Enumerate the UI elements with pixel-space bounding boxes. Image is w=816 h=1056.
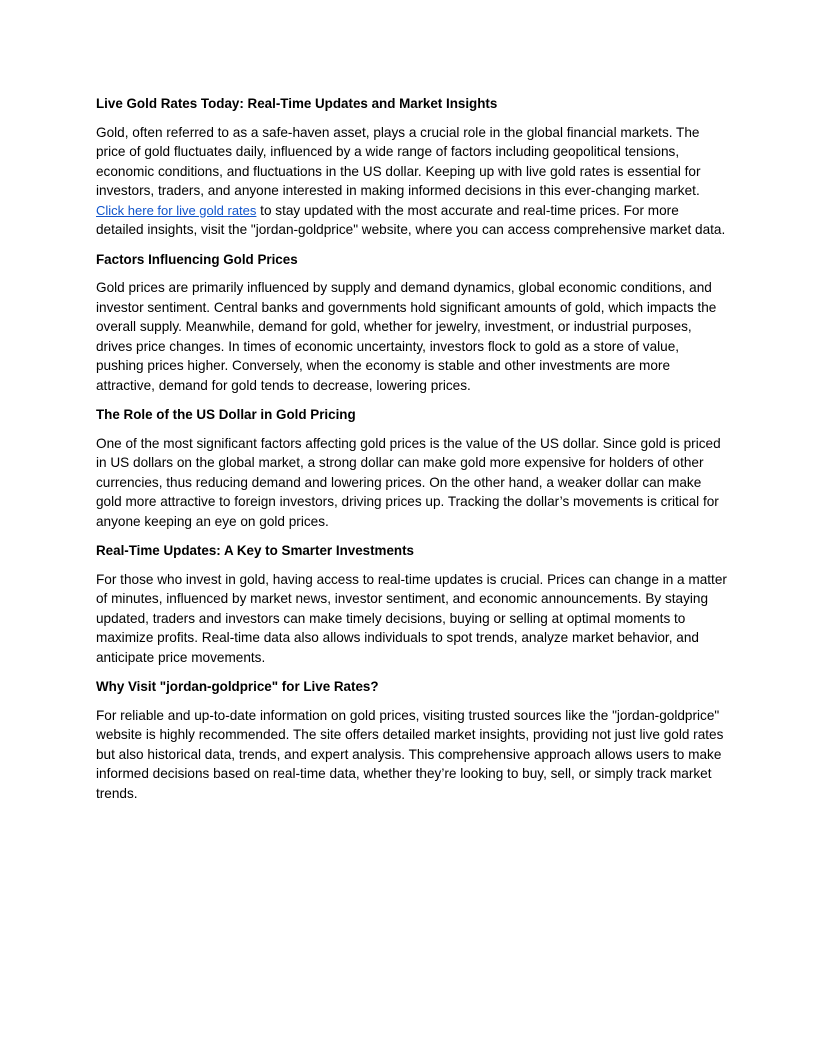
section-body-why-visit: For reliable and up-to-date information on gold prices, visiting trusted sources like the "jordan-goldprice" website is highly recommended. The site offers detailed market insights, providing not just live gold rates but also historical data, trends, and expert analysis. This comprehensive approach allows users to make informed decisions based on real-time data, whether they’re looking to buy, sell, or simply track market trends.	[96, 707, 724, 801]
intro-text: Gold, often referred to as a safe-haven asset, plays a crucial role in the global financial markets. The price of gold fluctuates daily, influenced by a wide range of factors including geopolitical tensions, economic conditions, and fluctuations in the US dollar. Keeping up with live gold rates is essential for investors, traders, and anyone interested in making informed decisions in this ever-changing market.	[96, 124, 701, 198]
live-gold-rates-link[interactable]: Click here for live gold rates	[96, 202, 257, 218]
section-body-real-time: For those who invest in gold, having access to real-time updates is crucial. Prices can change in a matter of minutes, influenced by market news, investor sentiment, and economic announcements. By staying updated, traders and investors can make timely decisions, buying or selling at optimal moments to maximize profits. Real-time data also allows individuals to spot trends, analyze market behavior, and anticipate price movements.	[96, 571, 727, 665]
section-body-factors: Gold prices are primarily influenced by supply and demand dynamics, global economic conditions, and investor sentiment. Central banks and governments hold significant amounts of gold, which impacts the overall supply. Meanwhile, demand for gold, whether for jewelry, investment, or industrial purposes, drives price changes. In times of economic uncertainty, investors flock to gold as a store of value, pushing prices higher. Conversely, when the economy is stable and other investments are more attractive, demand for gold tends to decrease, lowering prices.	[96, 280, 717, 393]
section-heading-us-dollar: The Role of the US Dollar in Gold Pricing	[96, 407, 356, 422]
document-title: Live Gold Rates Today: Real-Time Updates and Market Insights	[96, 96, 498, 111]
intro-paragraph	[96, 123, 728, 240]
document-page	[96, 94, 728, 813]
section-heading-why-visit: Why Visit "jordan-goldprice" for Live Rates?	[96, 679, 379, 694]
intro-text-continued: to stay updated with the most accurate and real-time prices. For more detailed insights, visit the "jordan-goldprice" website, where you can access comprehensive market data.	[96, 202, 726, 237]
section-heading-factors: Factors Influencing Gold Prices	[96, 251, 298, 267]
section-heading-real-time: Real-Time Updates: A Key to Smarter Investments	[96, 543, 415, 558]
section-body-us-dollar: One of the most significant factors affecting gold prices is the value of the US dollar. Since gold is priced in US dollars on the global market, a strong dollar can make gold more expensive for holders of other currencies, thus reducing demand and lowering prices. On the other hand, a weaker dollar can make gold more attractive to foreign investors, driving prices up. Tracking the dollar’s movements is critical for anyone keeping an eye on gold prices.	[96, 435, 721, 529]
